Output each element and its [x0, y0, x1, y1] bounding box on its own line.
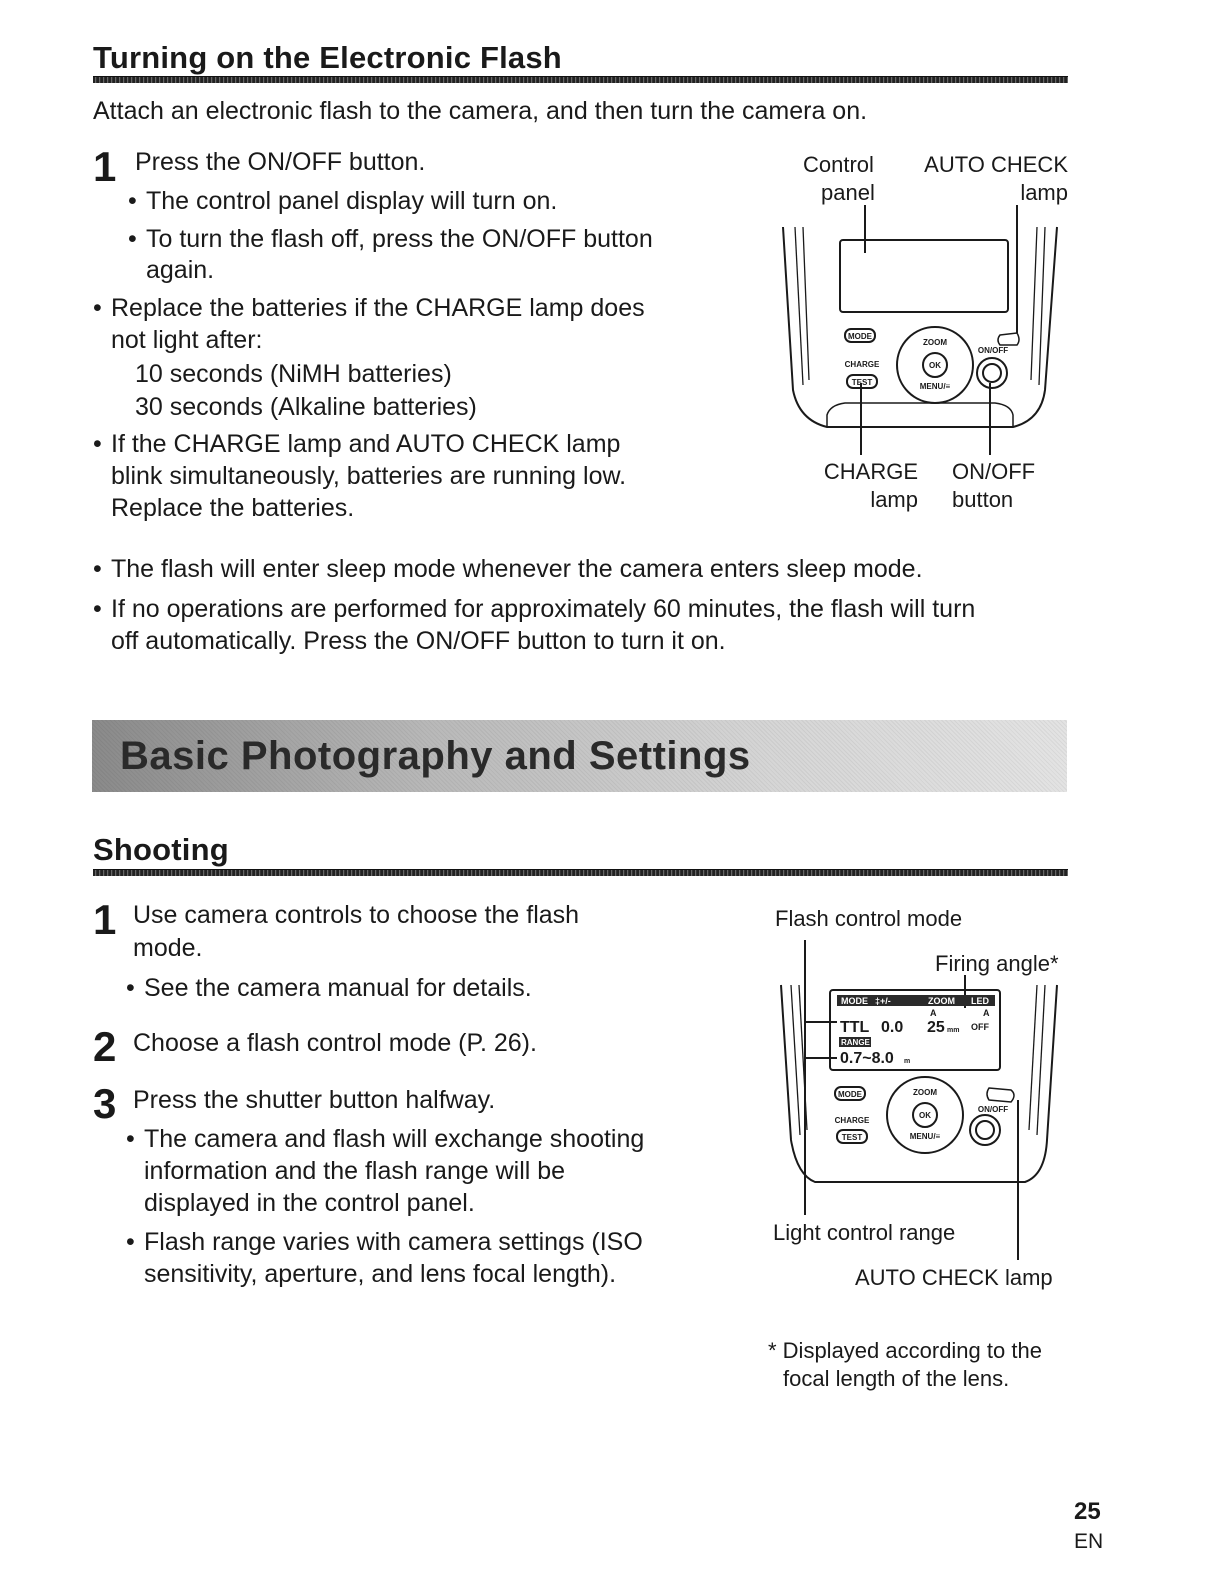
btn-test-label: TEST [851, 378, 873, 387]
step-sub-continued: sensitivity, aperture, and lens focal length). [144, 1260, 617, 1288]
bullet-text-cont: 30 seconds (Alkaline batteries) [135, 393, 477, 421]
lcd-range-unit: m [904, 1058, 911, 1065]
lcd-zoom-value: 25 [927, 1019, 945, 1036]
bullet-text-cont: off automatically. Press the ON/OFF button to turn it on. [111, 627, 726, 655]
step-text: Press the shutter button halfway. [133, 1086, 496, 1114]
btn-zoom-label: ZOOM [923, 338, 947, 347]
section-banner [92, 720, 1067, 792]
intro-text: Attach an electronic flash to the camera, and then turn the camera on. [93, 97, 868, 125]
step-sub-bullet: • The camera and flash will exchange shooting [144, 1123, 644, 1155]
btn-onoff-label: ON/OFF [977, 1105, 1009, 1114]
banner-title: Basic Photography and Settings [120, 734, 751, 778]
step-sub-continued: again. [146, 256, 215, 284]
btn-charge-label: CHARGE [844, 360, 880, 369]
btn-ok-label: OK [929, 361, 941, 370]
page-number: 25 [1074, 1498, 1101, 1525]
flash-back-diagram [775, 205, 1075, 460]
label-firing-angle: Firing angle* [935, 951, 1059, 976]
bullet-text: • The flash will enter sleep mode whenever the camera enters sleep mode. [111, 553, 923, 585]
lcd-ev-label: ‡+/- [875, 996, 891, 1006]
label-auto-check-lamp: AUTO CHECK lamp [855, 1265, 1053, 1290]
bullet-text-cont: not light after: [111, 326, 263, 354]
bullet-text-cont: 10 seconds (NiMH batteries) [135, 360, 452, 388]
step-sub-continued: displayed in the control panel. [144, 1189, 475, 1217]
lcd-a-left: A [930, 1008, 937, 1018]
step-sub-bullet: • To turn the flash off, press the ON/OFF button [146, 223, 653, 255]
section-title-shooting: Shooting [93, 832, 229, 867]
lcd-mm-unit: mm [947, 1027, 960, 1034]
step-number: 3 [93, 1080, 117, 1127]
step-text-cont: mode. [133, 934, 203, 962]
lcd-range-value: 0.7~8.0 [840, 1050, 894, 1067]
step-sub-bullet: • Flash range varies with camera settings (ISO [144, 1226, 643, 1258]
step-text: Choose a flash control mode (P. 26). [133, 1029, 537, 1057]
bullet-text-cont: blink simultaneously, batteries are running low. [111, 462, 627, 490]
btn-menu-label: MENU/≡ [909, 1132, 941, 1141]
label-onoff-button: ON/OFF button [952, 459, 1036, 512]
title-rule [93, 869, 1068, 876]
btn-menu-label: MENU/≡ [919, 382, 951, 391]
lcd-off: OFF [971, 1022, 989, 1032]
btn-ok-label: OK [919, 1111, 931, 1120]
label-flash-control-mode: Flash control mode [775, 906, 963, 931]
step-number: 1 [93, 896, 117, 943]
step-text: Use camera controls to choose the flash [133, 901, 580, 929]
step-text: Press the ON/OFF button. [135, 148, 426, 176]
bullet-text: • If the CHARGE lamp and AUTO CHECK lamp [111, 428, 620, 460]
title-rule [93, 76, 1068, 83]
bullet-text-cont: Replace the batteries. [111, 494, 355, 522]
btn-mode-label: MODE [838, 1090, 862, 1099]
lcd-led-label: LED [971, 996, 989, 1006]
btn-charge-label: CHARGE [834, 1116, 870, 1125]
step-sub-bullet: • The control panel display will turn on. [146, 185, 557, 217]
lcd-ttl: TTL [840, 1019, 870, 1036]
label-light-control-range: Light control range [773, 1220, 956, 1245]
footnote: * Displayed according to the focal length of the lens. [768, 1338, 1042, 1391]
step-number: 1 [93, 143, 117, 190]
label-auto-check: AUTO CHECK lamp [924, 152, 1068, 205]
btn-zoom-label: ZOOM [913, 1088, 937, 1097]
step-sub-continued: information and the flash range will be [144, 1157, 566, 1185]
lcd-mode-label: MODE [841, 996, 868, 1006]
bullet-text: • Replace the batteries if the CHARGE lamp does [111, 292, 645, 324]
step-sub-bullet: • See the camera manual for details. [144, 972, 532, 1004]
flash-lcd-diagram [775, 930, 1075, 1260]
btn-mode-label: MODE [848, 332, 872, 341]
btn-onoff-label: ON/OFF [977, 346, 1009, 355]
lcd-zoom-label: ZOOM [928, 996, 955, 1006]
btn-test-label: TEST [841, 1133, 863, 1142]
section-title-turning-on: Turning on the Electronic Flash [93, 40, 562, 75]
lcd-comp-value: 0.0 [881, 1019, 904, 1036]
page-language: EN [1074, 1530, 1104, 1553]
lcd-range-label: RANGE [841, 1038, 870, 1047]
label-control-panel: Control panel [803, 152, 875, 205]
bullet-text: • If no operations are performed for approximately 60 minutes, the flash will turn [111, 593, 975, 625]
lcd-a-right: A [983, 1008, 990, 1018]
label-charge-lamp: CHARGE lamp [823, 459, 918, 512]
step-number: 2 [93, 1023, 117, 1070]
